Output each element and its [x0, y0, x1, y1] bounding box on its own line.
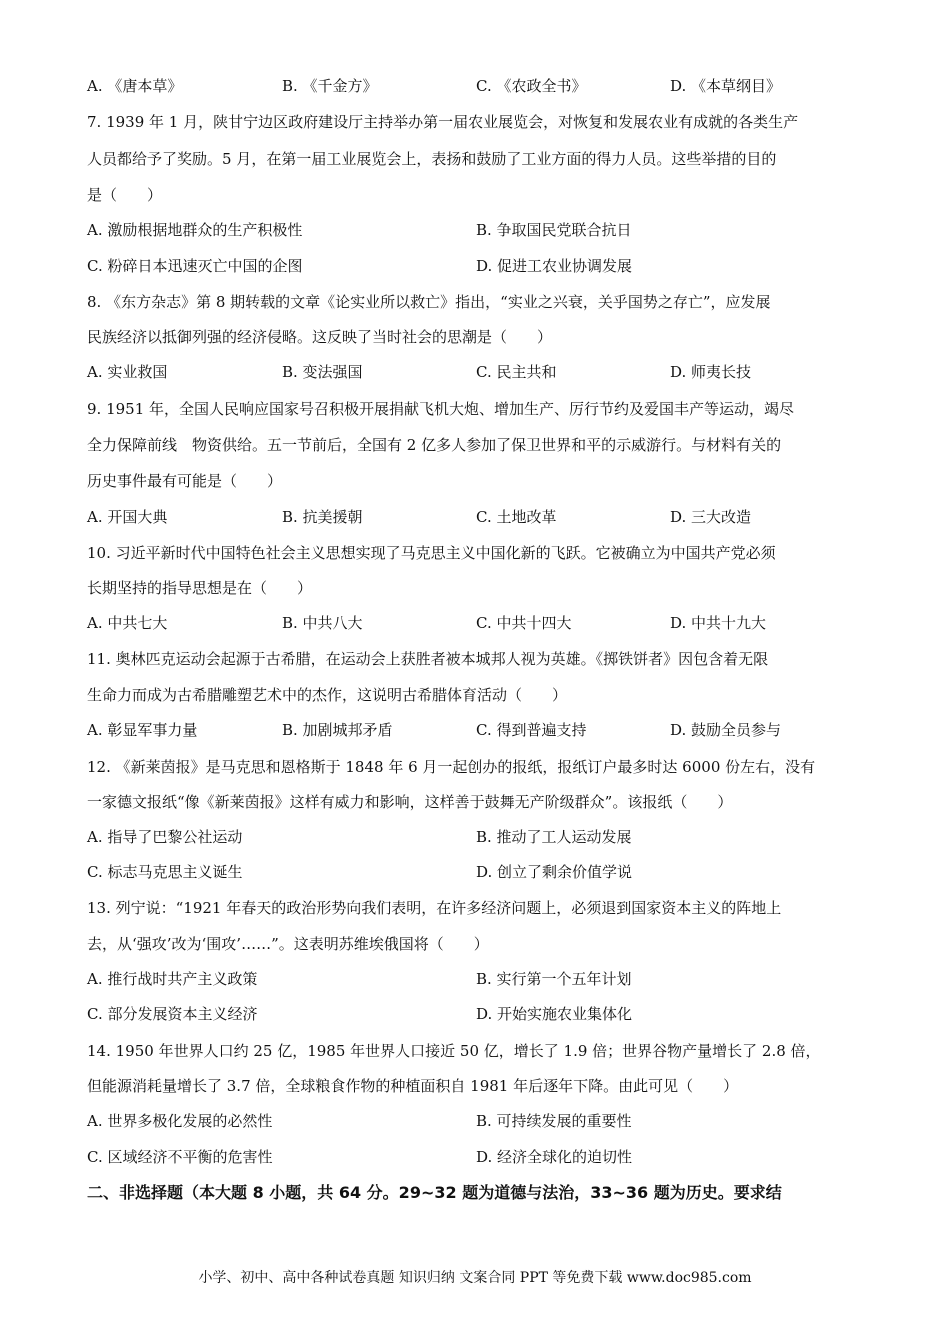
question-9-option-d: D. 三大改造: [670, 508, 752, 526]
question-12-option-c: C. 标志马克思主义诞生: [87, 863, 243, 881]
question-7-option-a: A. 激励根据地群众的生产积极性: [87, 221, 303, 239]
question-14-option-b: B. 可持续发展的重要性: [476, 1112, 632, 1130]
question-10-option-d: D. 中共十九大: [670, 614, 767, 632]
q6-option-a: A. 《唐本草》: [87, 77, 183, 95]
question-11-line-2: 生命力而成为古希腊雕塑艺术中的杰作，这说明古希腊体育活动（ ）: [87, 686, 568, 704]
question-11-option-a: A. 彰显军事力量: [87, 721, 198, 739]
question-11-option-b: B. 加剧城邦矛盾: [282, 721, 393, 739]
question-14-option-a: A. 世界多极化发展的必然性: [87, 1112, 273, 1130]
question-13-line-2: 去，从‘强攻’改为‘围攻’……”。这表明苏维埃俄国将（ ）: [87, 935, 489, 953]
question-14-option-d: D. 经济全球化的迫切性: [476, 1148, 633, 1166]
question-14-line-2: 但能源消耗量增长了 3.7 倍，全球粮食作物的种植面积自 1981 年后逐年下降。由此可见（ ）: [87, 1077, 739, 1095]
question-9-option-b: B. 抗美援朝: [282, 508, 363, 526]
question-10-line-1: 10. 习近平新时代中国特色社会主义思想实现了马克思主义中国化新的飞跃。它被确立为中国共产党必须: [87, 544, 776, 562]
question-11-option-d: D. 鼓励全员参与: [670, 721, 782, 739]
question-7-option-d: D. 促进工农业协调发展: [476, 257, 633, 275]
question-9-line-2: 全力保障前线 物资供给。五一节前后，全国有 2 亿多人参加了保卫世界和平的示威游行。与材料有关的: [87, 436, 782, 454]
question-13-line-1: 13. 列宁说：“1921 年春天的政治形势向我们表明，在许多经济问题上，必须退到国家资本主义的阵地上: [87, 899, 782, 917]
question-13-option-b: B. 实行第一个五年计划: [476, 970, 632, 988]
question-8-option-d: D. 师夷长技: [670, 363, 752, 381]
question-9-option-c: C. 土地改革: [476, 508, 557, 526]
question-7-option-c: C. 粉碎日本迅速灭亡中国的企图: [87, 257, 303, 275]
question-13-option-a: A. 推行战时共产主义政策: [87, 970, 258, 988]
question-12-option-b: B. 推动了工人运动发展: [476, 828, 632, 846]
question-13-option-d: D. 开始实施农业集体化: [476, 1005, 633, 1023]
question-9-line-3: 历史事件最有可能是（ ）: [87, 472, 283, 490]
question-7-line-2: 人员都给予了奖励。5 月，在第一届工业展览会上，表扬和鼓励了工业方面的得力人员。这些举措的目的: [87, 150, 777, 168]
question-8-option-b: B. 变法强国: [282, 363, 363, 381]
question-10-line-2: 长期坚持的指导思想是在（ ）: [87, 579, 313, 597]
section-2-header: 二、非选择题（本大题 8 小题，共 64 分。29~32 题为道德与法治，33~36 题为历史。要求结: [87, 1183, 782, 1202]
question-14-option-c: C. 区域经济不平衡的危害性: [87, 1148, 273, 1166]
question-7-line-3: 是（ ）: [87, 186, 163, 204]
page-footer: 小学、初中、高中各种试卷真题 知识归纳 文案合同 PPT 等免费下载 www.doc985.com: [198, 1270, 752, 1286]
question-14-line-1: 14. 1950 年世界人口约 25 亿，1985 年世界人口接近 50 亿，增长了 1.9 倍；世界谷物产量增长了 2.8 倍，: [87, 1042, 821, 1060]
question-12-option-d: D. 创立了剩余价值学说: [476, 863, 633, 881]
question-10-option-a: A. 中共七大: [87, 614, 168, 632]
question-7-line-1: 7. 1939 年 1 月，陕甘宁边区政府建设厅主持举办第一届农业展览会，对恢复和发展农业有成就的各类生产: [87, 113, 799, 131]
question-11-option-c: C. 得到普遍支持: [476, 721, 587, 739]
q6-option-c: C. 《农政全书》: [476, 77, 587, 95]
q6-option-b: B. 《千金方》: [282, 77, 378, 95]
question-9-option-a: A. 开国大典: [87, 508, 168, 526]
question-8-line-1: 8. 《东方杂志》第 8 期转载的文章《论实业所以救亡》指出，“实业之兴衰，关乎国势之存亡”，应发展: [87, 293, 771, 311]
question-8-line-2: 民族经济以抵御列强的经济侵略。这反映了当时社会的思潮是（ ）: [87, 328, 553, 346]
question-13-option-c: C. 部分发展资本主义经济: [87, 1005, 258, 1023]
question-9-line-1: 9. 1951 年，全国人民响应国家号召积极开展捐献飞机大炮、增加生产、厉行节约及爱国丰产等运动，竭尽: [87, 400, 795, 418]
question-10-option-b: B. 中共八大: [282, 614, 363, 632]
question-12-line-1: 12. 《新莱茵报》是马克思和恩格斯于 1848 年 6 月一起创办的报纸，报纸订户最多时达 6000 份左右，没有: [87, 758, 816, 776]
question-12-line-2: 一家德文报纸“像《新莱茵报》这样有威力和影响，这样善于鼓舞无产阶级群众”。该报纸（ ）: [87, 793, 733, 811]
question-7-option-b: B. 争取国民党联合抗日: [476, 221, 632, 239]
question-8-option-c: C. 民主共和: [476, 363, 557, 381]
question-10-option-c: C. 中共十四大: [476, 614, 572, 632]
question-12-option-a: A. 指导了巴黎公社运动: [87, 828, 243, 846]
q6-option-d: D. 《本草纲目》: [670, 77, 782, 95]
question-11-line-1: 11. 奥林匹克运动会起源于古希腊，在运动会上获胜者被本城邦人视为英雄。《掷铁饼者》因包含着无限: [87, 650, 769, 668]
question-8-option-a: A. 实业救国: [87, 363, 168, 381]
